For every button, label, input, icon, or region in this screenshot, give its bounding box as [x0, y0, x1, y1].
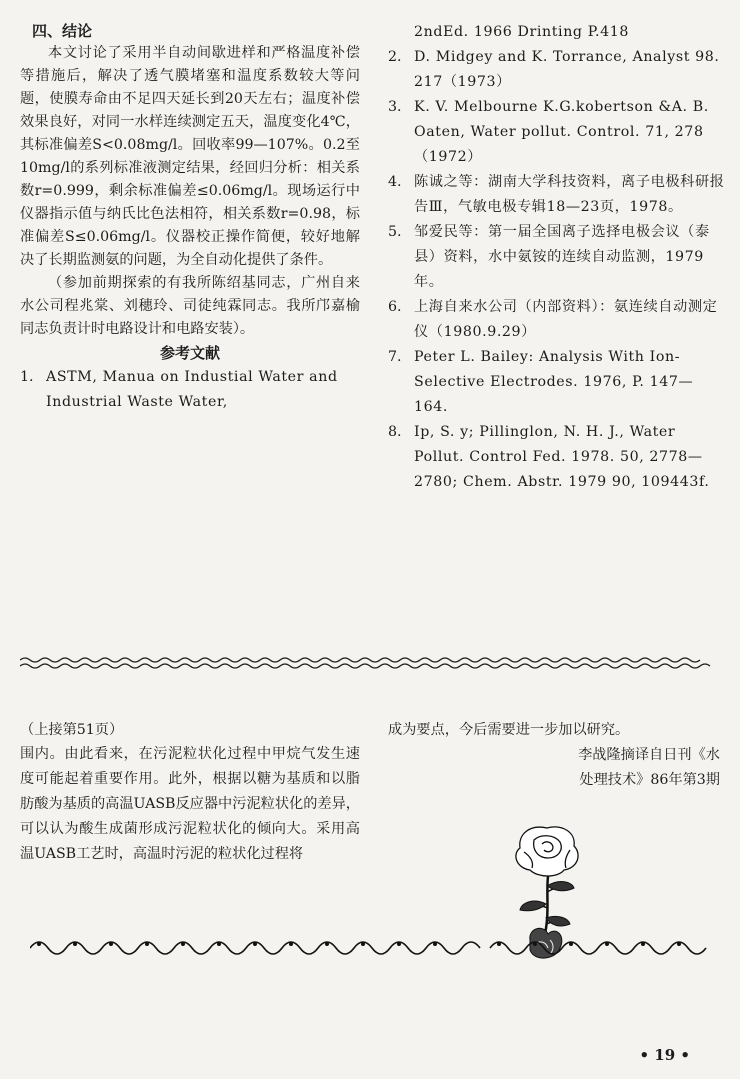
section-title: 四、结论	[32, 22, 93, 40]
lower-left-column	[20, 718, 360, 867]
reference-number: 7.	[388, 349, 402, 365]
reference-number: 6.	[388, 299, 402, 315]
reference-continuation: 2ndEd. 1966 Drinting P.418	[414, 24, 629, 40]
upper-left-column	[20, 20, 360, 415]
reference-text: 邹爱民等：第一届全国离子选择电极会议（泰县）资料，水中氨铵的连续自动监测，1979年。	[414, 224, 710, 290]
lower-right-column	[388, 718, 726, 793]
reference-item	[20, 365, 360, 415]
conclusion-paragraph: 本文讨论了采用半自动间歇进样和严格温度补偿等措施后，解决了透气膜堵塞和温度系数较大等问题，使膜寿命由不足四天延长到20天左右；温度补偿效果良好，对同一水样连续测定五天，温度变化4℃，其标准偏差S<0.08mg/l。回收率99—107%。0.2至10mg/l的系列标准液测定结果，经回归分析：相关系数r=0.999，剩余标准偏差≤0.06mg/l。现场运行中仪器指示值与纳氏比色法相符，相关系数r=0.98，标准偏差S≤0.06mg/l。仪器校正操作简便，较好地解决了长期监测氨的问题，为全自动化提供了条件。	[20, 45, 360, 268]
references-heading: 参考文献	[159, 344, 220, 362]
reference-number: 8.	[388, 424, 402, 440]
acknowledgement-paragraph: （参加前期探索的有我所陈绍基同志，广州自来水公司程兆棠、刘穗玲、司徒纯霖同志。我所邝嘉榆同志负责计时电路设计和电路安装）。	[20, 275, 360, 337]
reference-item	[388, 345, 726, 420]
reference-number: 4.	[388, 174, 402, 190]
page-number: • 19 •	[639, 1046, 690, 1064]
wavy-divider	[20, 654, 720, 672]
reference-text: D. Midgey and K. Torrance, Analyst 98. 217（1973）	[414, 49, 720, 90]
continued-from-label: （上接第51页）	[20, 722, 124, 738]
reference-text: K. V. Melbourne K.G.kobertson &A. B. Oaten, Water pollut. Control. 71, 278（1972）	[414, 99, 709, 165]
article-ending-text: 成为要点，今后需要进一步加以研究。	[388, 722, 630, 738]
reference-text: Ip, S. y; Pillinglon, N. H. J., Water Pollut. Control Fed. 1978. 50, 2778—2780; Chem. Abstr. 1979 90, 109443f.	[414, 424, 710, 490]
ornamental-wave-divider	[30, 938, 720, 958]
reference-number: 3.	[388, 99, 402, 115]
reference-number: 1.	[20, 369, 34, 385]
continued-article-text: 围内。由此看来，在污泥粒状化过程中甲烷气发生速度可能起着重要作用。此外，根据以糖为基质和以脂肪酸为基质的高温UASB反应器中污泥粒状化的差异，可以认为酸生成菌形成污泥粒状化的倾向大。采用高温UASB工艺时，高温时污泥的粒状化过程将	[20, 746, 360, 862]
reference-text: 陈诚之等：湖南大学科技资料，离子电极科研报告Ⅲ，气敏电极专辑18—23页，1978。	[414, 174, 725, 215]
translator-credit-line2: 处理技术》86年第3期	[579, 772, 720, 788]
reference-item	[388, 220, 726, 295]
reference-item	[388, 170, 726, 220]
reference-item	[388, 45, 726, 95]
upper-right-column	[388, 20, 726, 495]
reference-number: 2.	[388, 49, 402, 65]
reference-text: ASTM, Manua on Industial Water and Industrial Waste Water,	[46, 369, 338, 410]
reference-text: 上海自来水公司（内部资料）：氨连续自动测定仪（1980.9.29）	[414, 299, 718, 340]
reference-item	[388, 420, 726, 495]
reference-item	[388, 95, 726, 170]
translator-credit-line1: 李战隆摘译自日刊《水	[578, 747, 720, 763]
wavy-divider-line	[20, 654, 720, 672]
reference-number: 5.	[388, 224, 402, 240]
reference-item	[388, 295, 726, 345]
reference-text: Peter L. Bailey: Analysis With Ion-Selective Electrodes. 1976, P. 147—164.	[414, 349, 694, 415]
